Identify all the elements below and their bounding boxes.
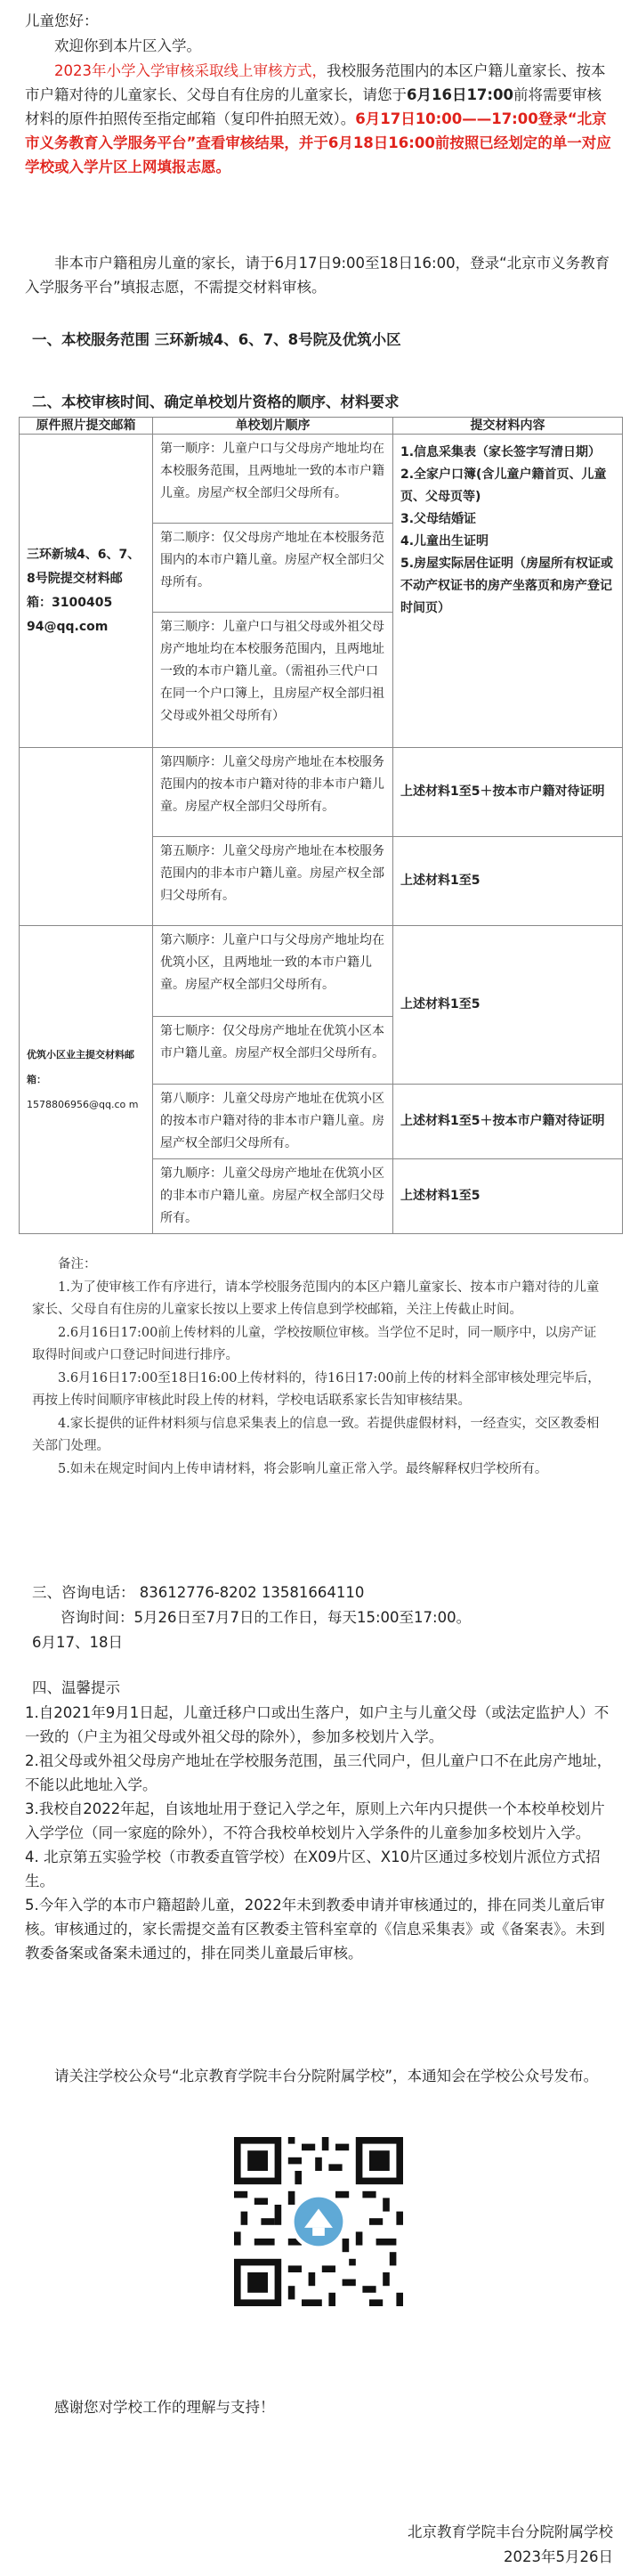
review-table [19, 417, 623, 1234]
section-service-range: 一、本校服务范围 三环新城4、6、7、8号院及优筑小区 [32, 331, 401, 348]
tip-item: 3.我校自2022年起，自该地址用于登记入学之年，原则上六年内只提供一个本校单校划片入学学位（同一家庭的除外），不符合我校单校划片入学条件的儿童参加多校划片入学。 [25, 1800, 605, 1841]
intro-paragraph [25, 59, 612, 179]
follow-notice: 请关注学校公众号“北京教育学院丰台分院附属学校”，本通知会在学校公众号发布。 [54, 2068, 599, 2084]
order-cell: 第五顺序：儿童父母房产地址在本校服务范围内的非本市户籍儿童。房屋产权全部归父母所有。 [153, 837, 393, 926]
note-item: 4.家长提供的证件材料须与信息采集表上的信息一致。若提供虚假材料，一经查实，交区教委相关部门处理。 [32, 1416, 600, 1453]
email-cell-empty [20, 748, 153, 926]
intro-result-notice: 6月17日10:00——17:00登录“北京市义务教育入学服务平台”查看审核结果，并于6月18日16:00前按照已经划定的单一对应学校或入学片区上网填报志愿。 [25, 110, 611, 175]
tip-item: 5.今年入学的本市户籍超龄儿童，2022年未到教委申请并审核通过的，排在同类儿童后审核。审核通过的，家长需提交盖有区教委主管科室章的《信息采集表》或《备案表》。未到教委备案或备案未通过的，排在同类儿童最后审核。 [25, 1897, 605, 1962]
consult-phone: 三、咨询电话： 83612776-8202 13581664110 [32, 1584, 365, 1601]
section-review-order: 二、本校审核时间、确定单校划片资格的顺序、材料要求 [32, 394, 400, 410]
note-item: 2.6月16日17:00前上传材料的儿童，学校按顺位审核。当学位不足时，同一顺序中，以房产证取得时间或户口登记时间进行排序。 [32, 1325, 597, 1362]
order-cell: 第八顺序：儿童父母房产地址在优筑小区的按本市户籍对待的非本市户籍儿童。房屋产权全部归父母所有。 [153, 1085, 393, 1159]
notes-title: 备注： [58, 1257, 97, 1272]
rent-note: 非本市户籍租房儿童的家长，请于6月17日9:00至18日16:00，登录“北京市义务教育入学服务平台”填报志愿，不需提交材料审核。 [25, 255, 610, 296]
materials-cell: 上述材料1至5 [393, 837, 623, 926]
signature-school: 北京教育学院丰台分院附属学校 [408, 2523, 613, 2540]
welcome-line: 欢迎你到本片区入学。 [54, 37, 201, 54]
order-cell: 第六顺序：儿童户口与父母房产地址均在优筑小区，且两地址一致的本市户籍儿童。房屋产权全部归父母所有。 [153, 926, 393, 1017]
consult-time: 咨询时间：5月26日至7月7日的工作日，每天15:00至17:00。 [61, 1609, 472, 1626]
material-item: 3.父母结婚证 [400, 512, 477, 526]
order-cell: 第二顺序：仅父母房产地址在本校服务范围内的本市户籍儿童。房屋产权全部归父母所有。 [153, 524, 393, 613]
qr-code-icon [234, 2137, 403, 2306]
material-item: 5.房屋实际居住证明（房屋所有权证或不动产权证书的房产坐落页和房产登记时间页） [400, 557, 614, 615]
order-cell: 第三顺序：儿童户口与祖父母或外祖父母房产地址均在本校服务范围内，且两地址一致的本市户籍儿童。（需祖孙三代户口在同一个户口簿上，且房屋产权全部归祖父母或外祖父母所有） [153, 613, 393, 748]
order-cell: 第一顺序：儿童户口与父母房产地址均在本校服务范围，且两地址一致的本市户籍儿童。房屋产权全部归父母所有。 [153, 435, 393, 524]
greeting: 儿童您好： [25, 12, 99, 29]
table-header: 原件照片提交邮箱 [20, 418, 153, 435]
intro-text: 我校服务范围内的本区户籍儿童家长、按本市户籍对待的儿童家长、父母自有住房的儿童家长，请您于 [25, 62, 606, 103]
intro-deadline: 6月16日17:00 [407, 86, 513, 103]
materials-cell: 上述材料1至5 [393, 926, 623, 1085]
table-header: 提交材料内容 [393, 418, 623, 435]
note-item: 5.如未在规定时间内上传申请材料，将会影响儿童正常入学。最终解释权归学校所有。 [58, 1461, 548, 1476]
material-item: 2.全家户口簿(含儿童户籍首页、儿童页、父母页等) [400, 467, 607, 504]
tip-item: 2.祖父母或外祖父母房产地址在学校服务范围，虽三代同户，但儿童户口不在此房产地址，不能以此地址入学。 [25, 1752, 612, 1793]
signature-date: 2023年5月26日 [504, 2548, 613, 2565]
order-cell: 第四顺序：儿童父母房产地址在本校服务范围内的按本市户籍对待的非本市户籍儿童。房屋产权全部归父母所有。 [153, 748, 393, 837]
email-cell-group2 [20, 926, 153, 1234]
materials-cell: 上述材料1至5＋按本市户籍对待证明 [393, 1085, 623, 1159]
email-address: 1578806956@qq.co m [27, 1098, 139, 1110]
thanks-line: 感谢您对学校工作的理解与支持！ [54, 2399, 275, 2416]
tips-list [25, 1701, 612, 1965]
notes-block [32, 1254, 602, 1481]
tip-item: 4. 北京第五实验学校（市教委直管学校）在X09片区、X10片区通过多校划片派位方式招生。 [25, 1849, 601, 1889]
intro-text-2: 前将需要审核材料的原件拍照传至指定邮箱（复印件拍照无效）。 [25, 86, 602, 127]
order-cell: 第九顺序：儿童父母房产地址在优筑小区的非本市户籍儿童。房屋产权全部归父母所有。 [153, 1159, 393, 1234]
order-cell: 第七顺序：仅父母房产地址在优筑小区本市户籍儿童。房屋产权全部归父母所有。 [153, 1017, 393, 1085]
note-item: 3.6月16日17:00至18日16:00上传材料的，待16日17:00前上传的材料全部审核处理完毕后，再按上传时间顺序审核此时段上传的材料，学校电话联系家长告知审核结果。 [32, 1370, 601, 1408]
material-item: 4.儿童出生证明 [400, 534, 489, 549]
email-label: 优筑小区业主提交材料邮箱： [27, 1048, 134, 1085]
tips-title: 四、温馨提示 [32, 1679, 120, 1696]
tip-item: 1.自2021年9月1日起，儿童迁移户口或出生落户，如户主与儿童父母（或法定监护人）不一致的（户主为祖父母或外祖父母的除外），参加多校划片入学。 [25, 1704, 610, 1745]
materials-list-cell [393, 435, 623, 748]
table-header: 单校划片顺序 [153, 418, 393, 435]
note-item: 1.为了使审核工作有序进行，请本学校服务范围内的本区户籍儿童家长、按本市户籍对待的儿童家长、父母自有住房的儿童家长按以上要求上传信息到学校邮箱，关注上传截止时间。 [32, 1280, 600, 1317]
consult-dates: 6月17、18日 [32, 1634, 123, 1651]
materials-cell: 上述材料1至5＋按本市户籍对待证明 [393, 748, 623, 837]
intro-online-review: 2023年小学入学审核采取线上审核方式， [54, 62, 327, 79]
materials-cell: 上述材料1至5 [393, 1159, 623, 1234]
email-cell-group1: 三环新城4、6、7、8号院提交材料邮箱：3100405 94@qq.com [20, 435, 153, 748]
material-item: 1.信息采集表（家长签字写清日期） [400, 445, 602, 459]
